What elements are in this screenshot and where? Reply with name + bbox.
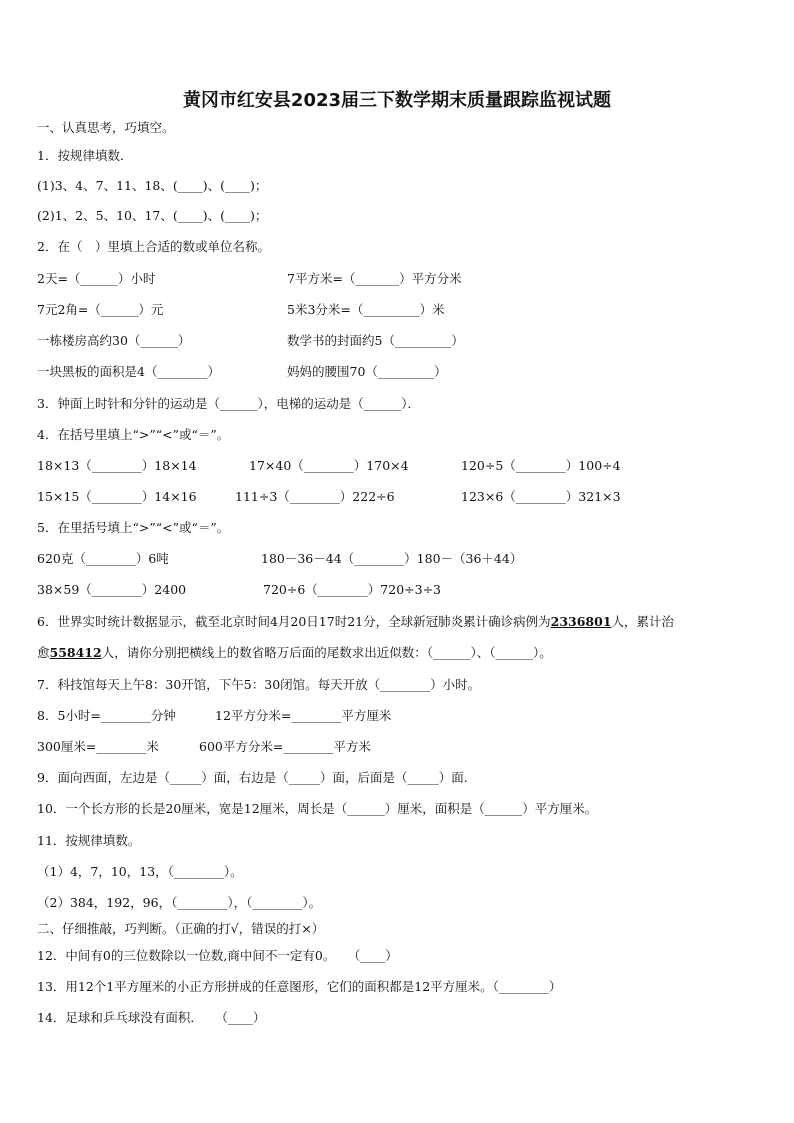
question-6-line-2 [37,645,552,661]
question-6-text: 6．世界实时统计数据显示，截至北京时间4月20日17时21分，全球新冠肺炎累计确诊病例为 [37,614,551,629]
question-6-text: 愈 [37,645,50,660]
question-4-item: 111÷3（________）222÷6 [235,489,395,504]
question-5-item: 38×59（________）2400 [37,582,187,597]
question-2-item: 一块黑板的面积是4（________） [37,364,220,379]
question-6-text: 人，请你分别把横线上的数省略万后面的尾数求出近似数：（______）、（______）。 [101,645,552,660]
question-2-item: 7元2角=（______）元 [37,302,164,317]
question-1-part-2: (2)1、2、5、10、17、(____)、(____)； [37,208,268,223]
question-8-item: 8．5小时=________分钟 [37,708,176,723]
page-title: 黄冈市红安县2023届三下数学期末质量跟踪监视试题 [182,90,612,111]
question-6-line-1 [37,614,674,630]
question-10: 10．一个长方形的长是20厘米，宽是12厘米，周长是（______）厘米，面积是（______）平方厘米。 [37,801,598,816]
question-8-item: 12平方分米=________平方厘米 [215,708,392,723]
question-4-item: 120÷5（________）100÷4 [461,458,621,473]
section-one-heading: 一、认真思考，巧填空。 [37,120,175,135]
question-5-item: 720÷6（________）720÷3÷3 [263,582,441,597]
question-4-stem: 4．在括号里填上“>”“<”或“＝”。 [37,427,230,442]
question-11-stem: 11．按规律填数。 [37,833,141,848]
question-5-item: 180－36－44（________）180－（36＋44） [261,551,523,566]
question-4-item: 18×13（________）18×14 [37,458,197,473]
question-5-stem: 5．在里括号填上“>”“<”或“＝”。 [37,520,230,535]
question-11-part-1: （1）4，7，10，13，（________）。 [37,864,243,879]
question-8-item: 600平方分米=________平方米 [199,739,371,754]
question-9: 9．面向西面，左边是（_____）面，右边是（_____）面，后面是（_____）面. [37,770,468,785]
question-2-stem: 2．在（ ）里填上合适的数或单位名称。 [37,239,270,254]
question-7: 7．科技馆每天上午8：30开馆，下午5：30闭馆。每天开放（________）小时。 [37,677,481,692]
question-1-part-1: (1)3、4、7、11、18、(____)、(____)； [37,178,268,193]
question-1-stem: 1．按规律填数． [37,148,133,163]
question-13: 13．用12个1平方厘米的小正方形拼成的任意图形，它们的面积都是12平方厘米。（________） [37,979,562,994]
question-4-item: 17×40（________）170×4 [249,458,409,473]
question-2-item: 数学书的封面约5（_________） [287,333,464,348]
confirmed-cases-number: 2336801 [550,614,612,629]
question-3: 3．钟面上时针和分针的运动是（______），电梯的运动是（______）． [37,396,420,411]
question-11-part-2: （2）384，192，96，（________），（________）。 [37,895,322,910]
question-4-item: 15×15（________）14×16 [37,489,197,504]
question-2-item: 一栋楼房高约30（______） [37,333,191,348]
recovered-cases-number: 558412 [49,645,102,660]
question-5-item: 620克（________）6吨 [37,551,169,566]
question-2-item: 2天=（______）小时 [37,271,156,286]
question-2-item: 妈妈的腰围70（_________） [287,364,447,379]
question-8-item: 300厘米=________米 [37,739,159,754]
question-2-item: 5米3分米=（_________）米 [287,302,445,317]
question-2-item: 7平方米=（_______）平方分米 [287,271,462,286]
section-two-heading: 二、仔细推敲，巧判断。（正确的打√，错误的打×） [37,921,325,936]
question-4-item: 123×6（________）321×3 [461,489,621,504]
question-12: 12．中间有0的三位数除以一位数,商中间不一定有0。 （____） [37,948,398,963]
question-14: 14．足球和乒乓球没有面积． （____） [37,1010,266,1025]
question-6-text: 人，累计治 [611,614,675,629]
